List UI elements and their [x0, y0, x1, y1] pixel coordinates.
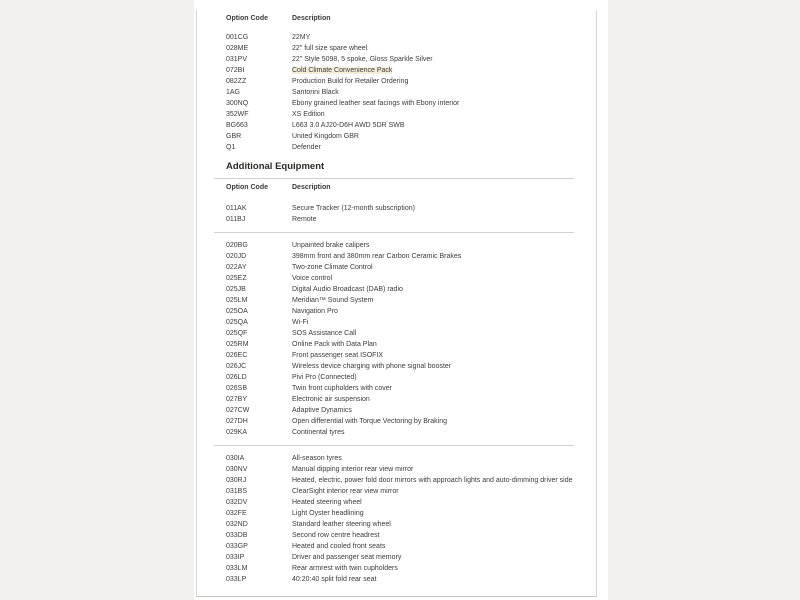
table-row — [214, 454, 574, 465]
description-cell: Standard leather steering wheel — [292, 521, 391, 528]
description-cell: All-season tyres — [292, 455, 342, 462]
table-row — [214, 307, 574, 318]
additional-equipment-table — [214, 178, 574, 586]
table-row — [214, 33, 574, 44]
table-row — [214, 542, 574, 553]
option-code-cell: 011BJ — [226, 216, 246, 223]
description-cell: 22" Style 5098, 5 spoke, Gloss Sparkle Silver — [292, 56, 433, 63]
table-header — [214, 183, 574, 193]
table-row — [214, 143, 574, 154]
option-code-cell: 082ZZ — [226, 78, 247, 85]
option-code-cell: 025EZ — [226, 275, 247, 282]
table-row — [214, 77, 574, 88]
table-row — [214, 318, 574, 329]
table-row — [214, 564, 574, 575]
option-code-cell: 026LD — [226, 374, 247, 381]
option-code-cell: 1AG — [226, 89, 241, 96]
table-row — [214, 55, 574, 66]
description-cell: 22" full size spare wheel — [292, 45, 368, 52]
table-row — [214, 498, 574, 509]
table-header — [214, 14, 574, 24]
option-code-cell: 028ME — [226, 45, 249, 52]
table-row — [214, 296, 574, 307]
description-cell: Digital Audio Broadcast (DAB) radio — [292, 286, 403, 293]
option-code-cell: BG663 — [226, 122, 248, 129]
description-cell: SOS Assistance Call — [292, 330, 357, 337]
description-cell: Defender — [292, 144, 321, 151]
table-row — [214, 263, 574, 274]
option-code-cell: 033GP — [226, 543, 248, 550]
option-code-cell: 031BS — [226, 488, 248, 495]
option-code-cell: 032DV — [226, 499, 248, 506]
option-code-cell: 022AY — [226, 264, 247, 271]
table-row — [214, 465, 574, 476]
option-code-cell: 030NV — [226, 466, 248, 473]
highlighted-text: Cold Climate Convenience Pack — [292, 67, 393, 74]
table-row — [214, 274, 574, 285]
description-cell: Heated steering wheel — [292, 499, 362, 506]
table-row — [214, 285, 574, 296]
option-code-cell: GBR — [226, 133, 242, 140]
description-cell: ClearSight interior rear view mirror — [292, 488, 399, 495]
option-code-cell: 031PV — [226, 56, 248, 63]
option-code-cell: 033LM — [226, 565, 248, 572]
table-row — [214, 121, 574, 132]
table-row — [214, 417, 574, 428]
description-cell: Twin front cupholders with cover — [292, 385, 392, 392]
table-row — [214, 110, 574, 121]
description-cell: Open differential with Torque Vectoring by Braking — [292, 418, 448, 425]
row-group — [214, 204, 574, 232]
description-cell — [292, 66, 574, 76]
description-cell: United Kingdom GBR — [292, 133, 359, 140]
option-code-cell: Q1 — [226, 144, 236, 151]
section-heading: Additional Equipment — [226, 161, 325, 172]
table-row — [214, 406, 574, 417]
option-code-cell: 025QF — [226, 330, 248, 337]
option-code-cell: 027CW — [226, 407, 250, 414]
table-row — [214, 487, 574, 498]
description-cell: Front passenger seat ISOFIX — [292, 352, 384, 359]
description-cell: Pivi Pro (Connected) — [292, 374, 357, 381]
description-cell: Wi-Fi — [292, 319, 309, 326]
option-code-cell: 027DH — [226, 418, 248, 425]
description-cell: Online Pack with Data Plan — [292, 341, 377, 348]
option-code-cell: 025JB — [226, 286, 246, 293]
table-row — [214, 553, 574, 564]
table-row — [214, 88, 574, 99]
table-row — [214, 520, 574, 531]
option-code-cell: 033LP — [226, 576, 247, 583]
description-cell: Electronic air suspension — [292, 396, 370, 403]
table-row — [214, 384, 574, 395]
option-code-cell: 352WF — [226, 111, 249, 118]
table-row — [214, 362, 574, 373]
description-cell: Light Oyster headlining — [292, 510, 364, 517]
description-cell: Voice control — [292, 275, 333, 282]
row-group — [214, 232, 574, 445]
description-cell: Continental tyres — [292, 429, 345, 436]
table-row — [214, 241, 574, 252]
option-code-cell: 001CG — [226, 34, 249, 41]
description-cell: Santorini Black — [292, 89, 339, 96]
table-row — [214, 395, 574, 406]
option-code-cell: 032ND — [226, 521, 248, 528]
document-panel — [194, 0, 608, 600]
option-code-cell: 032FE — [226, 510, 247, 517]
table-row — [214, 575, 574, 586]
table-row — [214, 252, 574, 263]
description-cell: Remote — [292, 216, 317, 223]
option-code-cell: 026EC — [226, 352, 248, 359]
table-row — [214, 132, 574, 143]
table-row — [214, 351, 574, 362]
description-cell: Navigation Pro — [292, 308, 338, 315]
description-cell: 40:20:40 split fold rear seat — [292, 576, 377, 583]
description-cell: Unpainted brake calipers — [292, 242, 370, 249]
option-code-header: Option Code — [226, 15, 268, 22]
description-cell: Meridian™ Sound System — [292, 297, 374, 304]
table-row — [214, 99, 574, 110]
option-code-cell: 300NQ — [226, 100, 249, 107]
option-code-cell: 011AK — [226, 205, 247, 212]
description-cell: Two-zone Climate Control — [292, 264, 373, 271]
option-code-cell: 026SB — [226, 385, 248, 392]
table-row — [214, 204, 574, 215]
description-cell: XS Edition — [292, 111, 325, 118]
description-header: Description — [292, 15, 331, 22]
option-code-cell: 027BY — [226, 396, 248, 403]
description-cell: L663 3.0 AJ20-D6H AWD 5DR SWB — [292, 122, 405, 129]
description-cell: Ebony grained leather seat facings with Ebony interior — [292, 100, 460, 107]
option-code-cell: 020JD — [226, 253, 247, 260]
description-cell: Driver and passenger seat memory — [292, 554, 402, 561]
table-row — [214, 531, 574, 542]
description-header: Description — [292, 184, 331, 191]
description-cell: Secure Tracker (12-month subscription) — [292, 205, 415, 212]
option-code-cell: 025LM — [226, 297, 248, 304]
table-row — [214, 509, 574, 520]
option-code-cell: 030IA — [226, 455, 245, 462]
table-row — [214, 215, 574, 226]
description-cell: Manual dipping interior rear view mirror — [292, 466, 414, 473]
table-body — [214, 33, 574, 154]
option-code-cell: 030RJ — [226, 477, 247, 484]
option-code-cell: 025QA — [226, 319, 248, 326]
option-code-cell: 025OA — [226, 308, 248, 315]
description-cell: Heated, electric, power fold door mirrors with approach lights and auto-dimming driver side — [292, 477, 573, 484]
option-code-cell: 026JC — [226, 363, 247, 370]
description-cell: 398mm front and 380mm rear Carbon Ceramic Brakes — [292, 253, 462, 260]
description-cell: Rear armrest with twin cupholders — [292, 565, 398, 572]
option-code-cell: 033IP — [226, 554, 245, 561]
description-cell: Wireless device charging with phone signal booster — [292, 363, 452, 370]
description-cell: Second row centre headrest — [292, 532, 380, 539]
table-row — [214, 66, 574, 77]
description-cell: Heated and cooled front seats — [292, 543, 386, 550]
document-page — [196, 10, 597, 597]
vehicle-options-table — [214, 14, 574, 154]
option-code-cell: 072BI — [226, 67, 245, 74]
option-code-header: Option Code — [226, 184, 268, 191]
option-code-cell: 029KA — [226, 429, 248, 436]
table-row — [214, 476, 574, 487]
row-group — [214, 445, 574, 586]
table-row — [214, 373, 574, 384]
table-row — [214, 329, 574, 340]
table-row — [214, 340, 574, 351]
description-cell: Adaptive Dynamics — [292, 407, 352, 414]
table-row — [214, 44, 574, 55]
table-row — [214, 428, 574, 439]
option-code-cell: 025RM — [226, 341, 249, 348]
option-code-cell: 020BG — [226, 242, 248, 249]
description-cell: 22MY — [292, 34, 311, 41]
option-code-cell: 033DB — [226, 532, 248, 539]
description-cell: Production Build for Retailer Ordering — [292, 78, 409, 85]
